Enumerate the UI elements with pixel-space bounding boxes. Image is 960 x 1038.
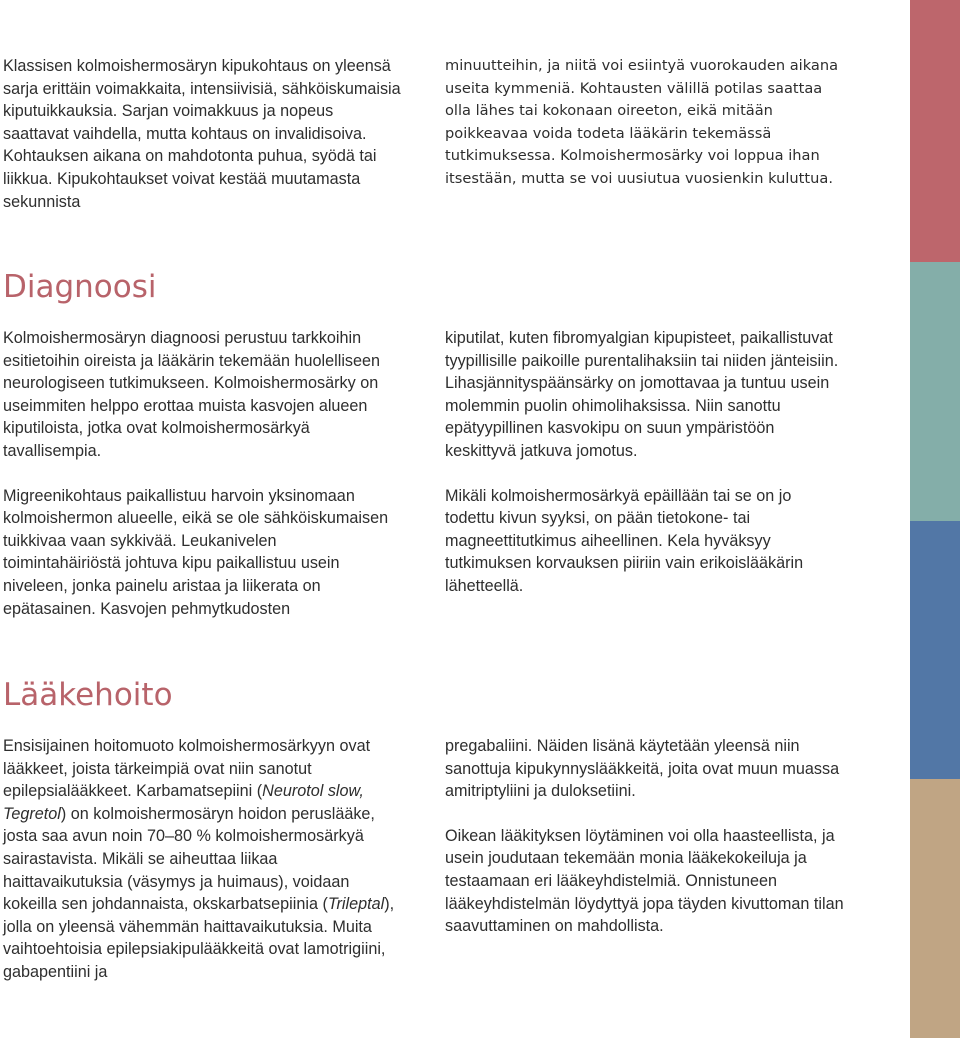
laakehoito-right-paragraph-2: Oikean lääkityksen löytäminen voi olla haasteellista, ja usein joudutaan tekemään monia lääkekokeiluja ja testaamaan eri lääkeyhdistelmiä. Onnistuneen lääkeyhdistelmän löydyttyä jopa täyden kivuttoman tilan saavuttaminen on mahdollista. <box>445 826 844 936</box>
diagnoosi-left-paragraph-2: Migreenikohtaus paikallistuu harvoin yksinomaan kolmoishermon alueelle, eikä se ole sähköiskumaisen tuikkivaa vaan sykkivää. Leukanivelen toimintahäiriöstä johtuva kipu paikallistuu usein niveleen, jonka painelu aristaa ja liikerata on epätasainen. Kasvojen pehmytkudosten <box>3 486 389 618</box>
laakehoito-right-column <box>445 735 850 938</box>
drug-name-trileptal: Trileptal <box>327 895 385 914</box>
diagnoosi-right-paragraph-2: Mikäli kolmoishermosärkyä epäillään tai se on jo todettu kivun syyksi, on pään tietokone- tai magneettitutkimus aiheellinen. Kela hyväksyy tutkimuksen korvauksen piiriin vain erikoislääkärin lähetteellä. <box>445 486 804 595</box>
intro-left-paragraph: Klassisen kolmoishermosäryn kipukohtaus on yleensä sarja erittäin voimakkaita, intensiivisiä, sähköiskumaisia kiputuikkauksia. Sarjan voimakkuus ja nopeus saattavat vaihdella, mutta kohtaus on invalidisoiva. Kohtauksen aikana on mahdotonta puhua, syödä tai liikkua. Kipukohtaukset voivat kestää muutamasta sekunnista <box>3 57 401 211</box>
color-stripe-teal <box>910 262 960 521</box>
intro-right-paragraph: minuutteihin, ja niitä voi esiintyä vuorokauden aikana useita kymmeniä. Kohtausten välillä potilas saattaa olla lähes tai kokonaan oireeton, eikä mitään poikkeavaa voida todeta lääkärin tekemässä tutkimuksessa. Kolmoishermosärky voi loppua ihan itsestään, mutta se voi uusiutua vuosienkin kuluttua. <box>445 57 839 187</box>
laakehoito-left-text-a: Ensisijainen hoitomuoto kolmoishermosärkyyn ovat lääkkeet, joista tärkeimpiä ovat niin sanotut epilepsialääkkeet. Karbamatsepiini ( <box>3 737 371 801</box>
diagnoosi-left-paragraph-1: Kolmoishermosäryn diagnoosi perustuu tarkkoihin esitietoihin oireista ja lääkärin tekemään huolelliseen neurologiseen tutkimukseen. Kolmoishermosärky on useimmiten helppo erottaa muista kasvojen alueen kiputiloista, jotka ovat kolmoishermosärkyä tavallisempia. <box>3 329 381 460</box>
color-stripe-tan <box>910 779 960 1038</box>
diagnoosi-left-column <box>3 327 398 620</box>
color-stripe-blue <box>910 521 960 779</box>
laakehoito-left-text-c: ), jolla on yleensä vähemmän haittavaikutuksia. Muita vaihtoehtoisia epilepsiakipulääkkeitä ovat lamotrigiini, gabapentiini ja <box>3 895 395 981</box>
laakehoito-right-paragraph-1: pregabaliini. Näiden lisänä käytetään yleensä niin sanottuja kipukynnyslääkkeitä, joita ovat muun muassa amitriptyliini ja duloksetiini. <box>445 737 840 801</box>
laakehoito-left-paragraph <box>3 735 401 984</box>
laakehoito-left-column <box>3 735 401 984</box>
laakehoito-heading: Lääkehoito <box>3 677 173 713</box>
intro-right-column <box>445 55 850 191</box>
diagnoosi-right-paragraph-1: kiputilat, kuten fibromyalgian kipupisteet, paikallistuvat tyypillisille paikoille purentalihaksiin tai niiden jänteisiin. Lihasjännityspäänsärky on jomottavaa ja tuntuu usein molemmin puolin ohimolihaksissa. Niin sanottu epätyypillinen kasvokipu on suun ympäristöön keskittyvä jatkuva jomotus. <box>445 329 839 460</box>
diagnoosi-right-column <box>445 327 845 598</box>
laakehoito-left-text-b: ) on kolmoishermosäryn hoidon peruslääke, josta saa avun noin 70–80 % kolmoishermosärkyä sairastavista. Mikäli se aiheuttaa liikaa haittavaikutuksia (väsymys ja huimaus), voidaan kokeilla sen johdannaista, okskarbatsepiinia ( <box>3 804 375 914</box>
color-stripe-red <box>910 0 960 262</box>
diagnoosi-heading: Diagnoosi <box>3 269 157 305</box>
intro-left-column <box>3 55 403 213</box>
drug-name-neurotol-tegretol: Neurotol slow, Tegretol <box>3 782 364 823</box>
